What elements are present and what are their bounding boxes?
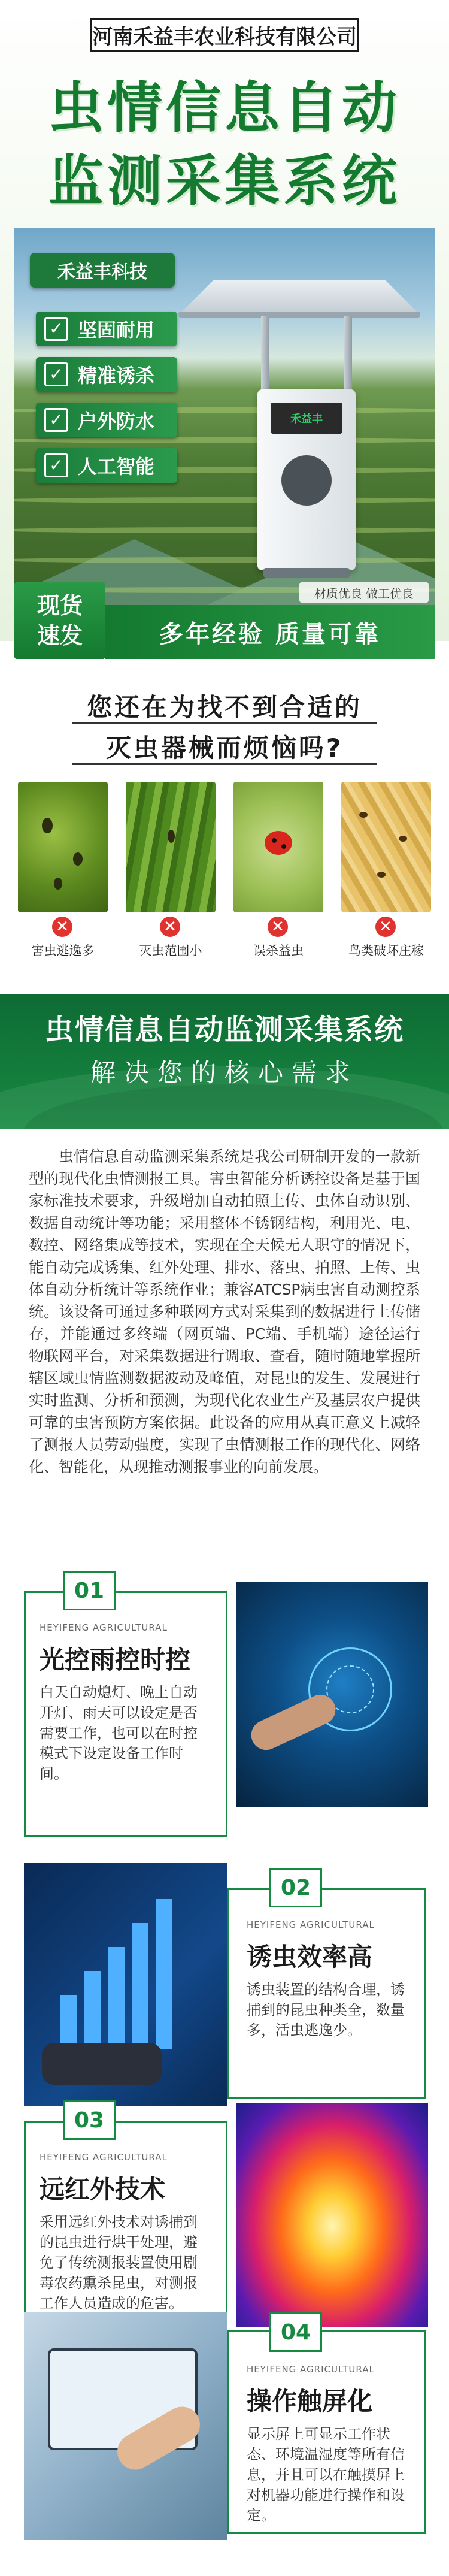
problem-card [18,782,108,958]
feature-desc: 采用远红外技术对诱捕到的昆虫进行烘干处理，避免了传统测报装置使用剧毒农药熏杀昆虫，对测报工作人员造成的危害。 [40,2214,198,2312]
hero-title [0,72,449,218]
close-icon: ✕ [374,915,398,939]
stock-line1: 现货 [37,592,83,619]
hero-title-line2: 监测采集系统 [48,149,401,213]
bird-damage-photo [341,782,431,912]
problem-label: 害虫逃逸多 [31,944,95,958]
field-terrace [14,437,435,443]
feature-tag [36,357,177,392]
problem-label: 误杀益虫 [253,944,304,958]
feature-tag-label: 人工智能 [78,455,155,478]
trap-display-panel: 禾益丰 [271,403,342,434]
ladybug-photo [233,782,323,912]
close-icon: ✕ [50,915,74,939]
stock-line2: 速发 [37,622,83,649]
hero-title-line1: 虫情信息自动 [48,76,401,140]
pest-escape-photo [18,782,108,912]
banner-title: 虫情信息自动监测采集系统 [44,1013,404,1047]
smart-touch-tech-image [236,1582,428,1807]
problem-label: 鸟类破坏庄稼 [348,944,424,958]
feature-tag-label: 精准诱杀 [78,364,155,387]
check-icon: ✓ [44,317,68,341]
close-icon: ✕ [158,915,182,939]
touchscreen-hand-image [24,2312,227,2540]
feature-english: HEYIFENG AGRICULTURAL [40,1622,168,1633]
brand-badge: 禾益丰科技 [30,253,175,288]
feature-desc: 显示屏上可显示工作状态、环境温湿度等所有信息，并且可以在触摸屏上对机器功能进行操作和设定。 [247,2426,405,2524]
check-icon: ✓ [44,362,68,386]
underline [72,763,377,765]
problem-label: 灭虫范围小 [139,944,202,958]
feature-title: 诱虫效率高 [247,1942,373,1972]
feature-desc: 白天自动熄灯、晚上自动开灯、雨天可以设定是否需要工作，也可以在时控模式下设定设备工作时间。 [40,1684,198,1782]
experience-bar: 多年经验 质量可靠 [105,605,435,659]
stock-badge [14,582,105,659]
feature-tag-label: 坚固耐用 [78,319,155,341]
trap-roof [180,280,419,314]
feature-number: 02 [269,1868,322,1907]
question-line2: 灭虫器械而烦恼吗? [105,733,344,763]
field-terrace [14,527,435,533]
feature-title: 远红外技术 [40,2175,166,2204]
banner-subtitle: 解决您的核心需求 [90,1058,359,1087]
feature-number: 04 [269,2312,322,2352]
feature-tag [36,448,177,483]
feature-number: 01 [63,1571,116,1610]
field-terrace [14,497,435,503]
feature-desc: 诱虫装置的结构合理，诱捕到的昆虫种类全，数量多，活虫逃逸少。 [247,1981,405,2039]
narrow-range-photo [126,782,216,912]
feature-english: HEYIFENG AGRICULTURAL [40,2152,168,2163]
feature-number: 03 [63,2100,116,2140]
check-icon: ✓ [44,408,68,432]
field-terrace [14,557,435,563]
problem-card [341,782,431,958]
trap-collector [281,455,332,506]
trap-base [263,568,350,578]
close-icon: ✕ [266,915,290,939]
question-line1: 您还在为找不到合适的 [86,693,362,722]
infrared-heatmap-image [236,2103,428,2327]
feature-tag-label: 户外防水 [78,410,155,433]
company-name: 河南禾益丰农业科技有限公司 [90,18,359,52]
growth-chart-tech-image [24,1863,227,2106]
feature-tag [36,403,177,437]
problem-card [126,782,216,958]
feature-title: 操作触屏化 [247,2387,373,2416]
quality-tag: 材质优良 做工优良 [299,582,429,603]
feature-title: 光控雨控时控 [40,1645,191,1674]
feature-english: HEYIFENG AGRICULTURAL [247,2364,375,2375]
feature-tag [36,312,177,346]
feature-english: HEYIFENG AGRICULTURAL [247,1919,375,1930]
trap-roof-edge [178,312,420,318]
underline [72,722,377,724]
intro-paragraph: 虫情信息自动监测采集系统是我公司研制开发的一款新型的现代化虫情测报工具。害虫智能分析诱控设备是基于国家标准技术要求，升级增加自动拍照上传、虫体自动识别、数据自动统计等功能；采用整体不锈钢结构，利用光、电、数控、网络集成等技术，实现在全天候无人职守的情况下，能自动完成诱集、红外处理、排水、落虫、拍照、上传、虫体自动分析统计等系统作业；兼容ATCSP病虫害自动测控系统。该设备可通过多种联网方式对采集到的数据进行上传储存，并能通过多终端（网页端、PC端、手机端）途径运行物联网平台，对采集数据进行调取、查看，随时随地掌握所辖区域虫情监测数据波动及峰值，对昆虫的发生、发展进行实时监测、分析和预测，为现代化农业生产及基层农户提供可靠的虫害预防方案依据。此设备的应用从真正意义上减轻了测报人员劳动强度，实现了虫情测报工作的现代化、网络化、智能化，从现推动测报事业的向前发展。 [29,1148,420,1476]
check-icon: ✓ [44,453,68,477]
problem-card [233,782,323,958]
